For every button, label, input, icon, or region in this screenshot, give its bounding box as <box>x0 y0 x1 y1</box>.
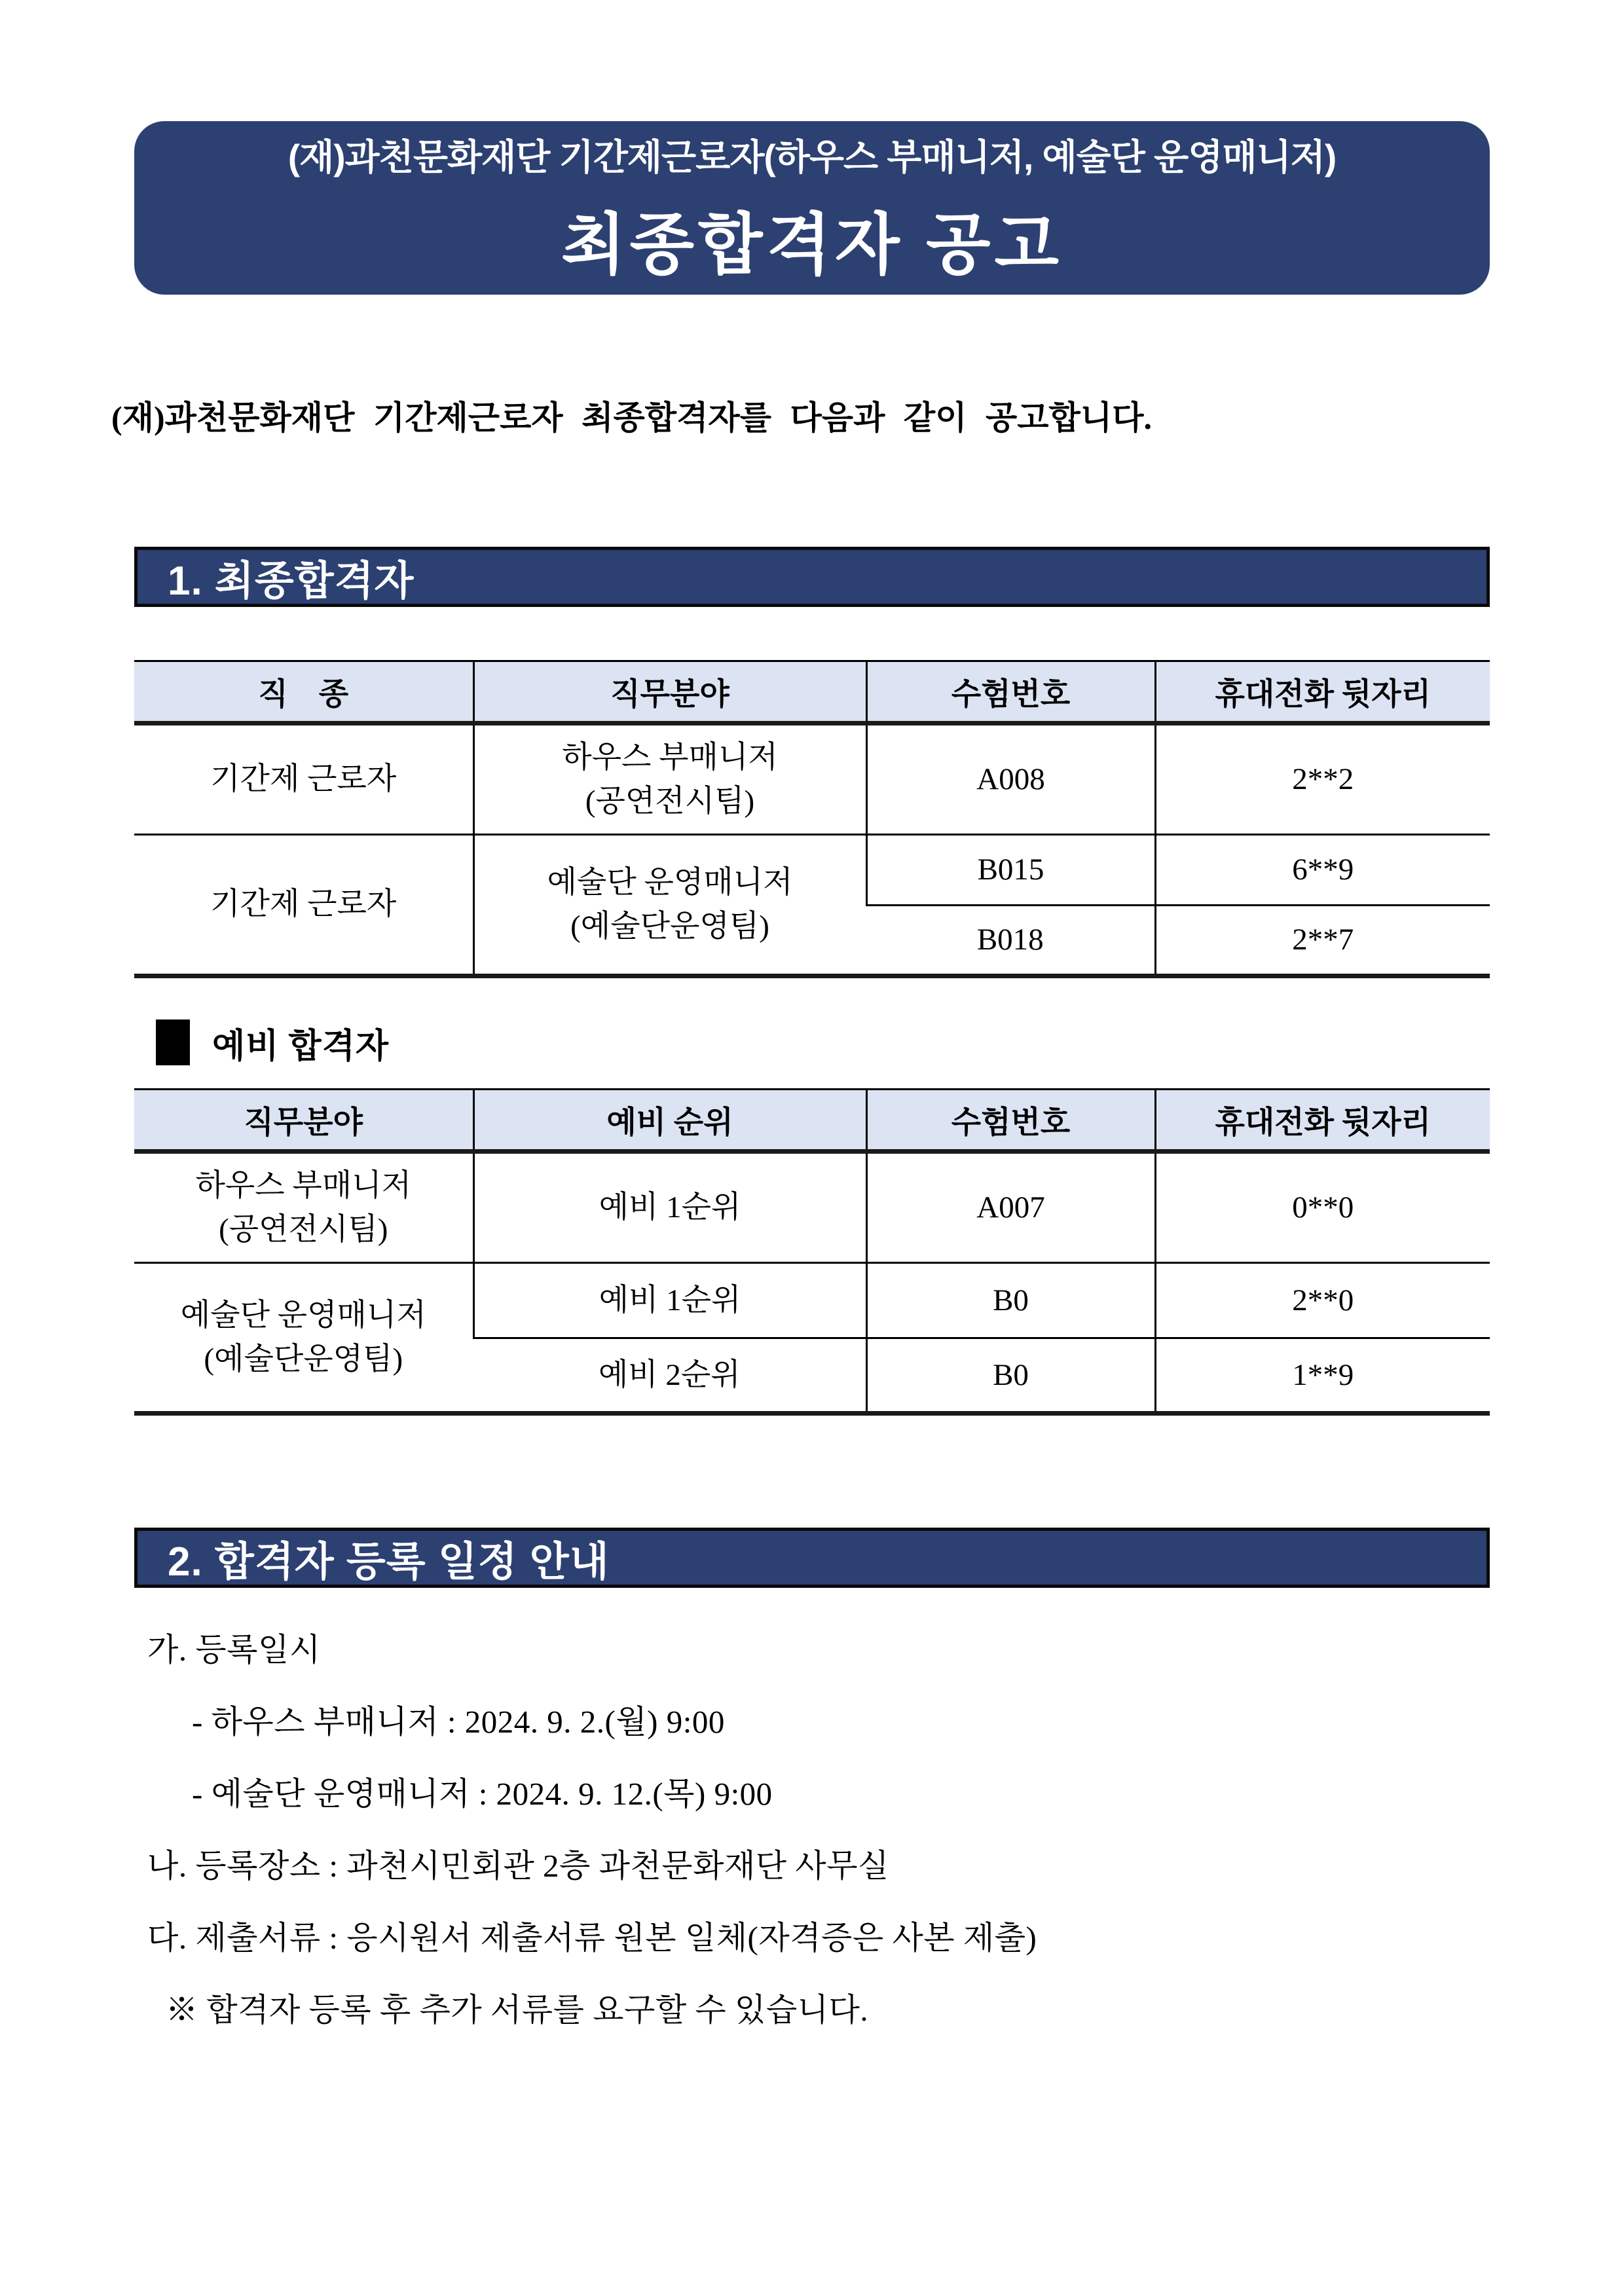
field-name: 하우스 부매니저 <box>562 740 778 775</box>
cell-phone: 2**0 <box>1155 1263 1490 1338</box>
list-item: 다. 제출서류 : 응시원서 제출서류 원본 일체(자격증은 사본 제출) <box>147 1920 1037 1956</box>
table-header-row <box>134 661 1490 724</box>
cell-exam-no: B018 <box>866 906 1155 976</box>
reserve-passers-table <box>134 1088 1490 1416</box>
cell-jobtype: 기간제 근로자 <box>210 762 397 797</box>
table-row <box>134 1263 1490 1338</box>
field-name: 예술단 운영매니저 <box>180 1298 426 1332</box>
cell-exam-no: B0 <box>866 1338 1155 1414</box>
field-team: (예술단운영팀) <box>570 909 769 944</box>
cell-phone: 1**9 <box>1155 1338 1490 1414</box>
list-item: ※ 합격자 등록 후 추가 서류를 요구할 수 있습니다. <box>166 1992 869 2028</box>
title-subtitle: (재)과천문화재단 기간제근로자(하우스 부매니저, 예술단 운영매니저) <box>287 137 1337 177</box>
field-name: 예술단 운영매니저 <box>547 865 793 900</box>
schedule-list <box>147 1628 1549 2061</box>
cell-jobtype: 기간제 근로자 <box>134 835 473 976</box>
cell-exam-no: B0 <box>866 1263 1155 1338</box>
intro-text: (재)과천문화재단 기간제근로자 최종합격자를 다음과 같이 공고합니다. <box>111 399 1152 436</box>
title-banner <box>134 121 1490 295</box>
list-item: - 하우스 부매니저 : 2024. 9. 2.(월) 9:00 <box>192 1704 725 1740</box>
header-field: 직무분야 <box>134 1090 473 1152</box>
cell-exam-no: A008 <box>866 724 1155 835</box>
cell-phone: 2**7 <box>1155 906 1490 976</box>
list-item: - 예술단 운영매니저 : 2024. 9. 12.(목) 9:00 <box>192 1776 773 1812</box>
reserve-heading-label: 예비 합격자 <box>212 1027 390 1065</box>
table-row <box>134 835 1490 906</box>
cell-field <box>473 724 866 835</box>
cell-phone: 2**2 <box>1155 724 1490 835</box>
cell-rank: 예비 2순위 <box>473 1338 866 1414</box>
cell-rank: 예비 1순위 <box>473 1152 866 1263</box>
cell-phone: 0**0 <box>1155 1152 1490 1263</box>
header-field: 직무분야 <box>473 661 866 724</box>
header-exam-no: 수험번호 <box>866 661 1155 724</box>
header-exam-no: 수험번호 <box>866 1090 1155 1152</box>
header-rank: 예비 순위 <box>473 1090 866 1152</box>
cell-phone: 6**9 <box>1155 835 1490 906</box>
cell-field <box>473 835 866 976</box>
cell-field <box>134 1263 473 1414</box>
header-phone: 휴대전화 뒷자리 <box>1155 1090 1490 1152</box>
section-1-title: 1. 최종합격자 <box>168 558 415 604</box>
reserve-heading <box>156 1016 389 1069</box>
section-2-title: 2. 합격자 등록 일정 안내 <box>168 1539 610 1585</box>
cell-field <box>134 1152 473 1263</box>
section-1-header <box>134 547 1490 607</box>
header-phone: 휴대전화 뒷자리 <box>1155 661 1490 724</box>
square-bullet-icon <box>156 1019 190 1065</box>
list-item: 가. 등록일시 <box>147 1632 321 1668</box>
cell-exam-no: B015 <box>866 835 1155 906</box>
cell-rank: 예비 1순위 <box>473 1263 866 1338</box>
table-row <box>134 1152 1490 1263</box>
field-team: (공연전시팀) <box>219 1212 388 1247</box>
list-item: 나. 등록장소 : 과천시민회관 2층 과천문화재단 사무실 <box>147 1848 889 1884</box>
table-header-row <box>134 1090 1490 1152</box>
field-team: (공연전시팀) <box>585 784 755 818</box>
page-title: 최종합격자 공고 <box>561 208 1063 282</box>
section-2-header <box>134 1528 1490 1588</box>
field-name: 하우스 부매니저 <box>195 1168 412 1203</box>
header-jobtype: 직 종 <box>134 661 473 724</box>
final-passers-table <box>134 660 1490 978</box>
cell-exam-no: A007 <box>866 1152 1155 1263</box>
field-team: (예술단운영팀) <box>204 1342 403 1376</box>
table-row <box>134 724 1490 835</box>
